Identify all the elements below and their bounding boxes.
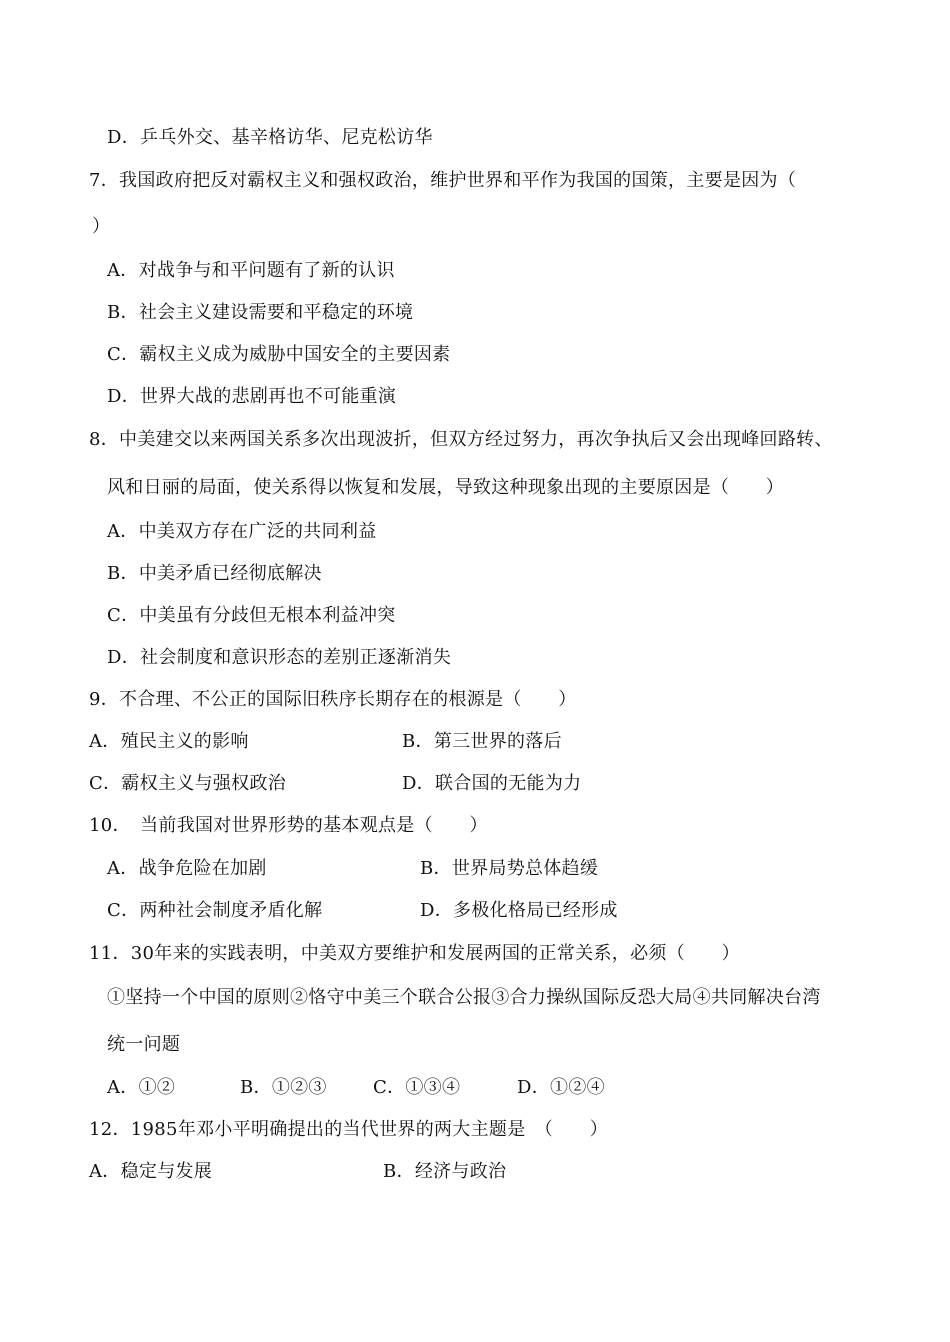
q6-option-d: D．乒乓外交、基辛格访华、尼克松访华 [107, 127, 433, 148]
q12-option-b: B．经济与政治 [383, 1161, 507, 1182]
q9-stem: 9．不合理、不公正的国际旧秩序长期存在的根源是（ ） [89, 689, 577, 710]
q8-option-a: A．中美双方存在广泛的共同利益 [107, 521, 377, 542]
q9-option-c: C．霸权主义与强权政治 [89, 773, 287, 794]
q11-option-a: A．①② [107, 1077, 176, 1098]
q9-option-b: B．第三世界的落后 [402, 731, 562, 752]
q11-stem: 11．30年来的实践表明，中美双方要维护和发展两国的正常关系，必须（ ） [89, 943, 740, 964]
q9-option-a: A．殖民主义的影响 [89, 731, 249, 752]
q7-stem-line-2: ） [92, 216, 111, 237]
q7-option-b: B．社会主义建设需要和平稳定的环境 [107, 302, 414, 323]
q10-stem: 10． 当前我国对世界形势的基本观点是（ ） [89, 815, 488, 836]
q7-option-d: D．世界大战的悲剧再也不可能重演 [107, 386, 397, 407]
q7-option-c: C．霸权主义成为威胁中国安全的主要因素 [107, 344, 451, 365]
q10-option-d: D．多极化格局已经形成 [420, 900, 618, 921]
q9-option-d: D．联合国的无能为力 [402, 773, 582, 794]
q8-stem-line-1: 8．中美建交以来两国关系多次出现波折，但双方经过努力，再次争执后又会出现峰回路转、 [89, 429, 833, 450]
q7-option-a: A．对战争与和平问题有了新的认识 [107, 260, 395, 281]
q8-option-b: B．中美矛盾已经彻底解决 [107, 563, 322, 584]
q12-option-a: A．稳定与发展 [89, 1161, 213, 1182]
q11-option-c: C．①③④ [373, 1077, 461, 1098]
q10-option-a: A．战争危险在加剧 [107, 858, 267, 879]
q11-option-d: D．①②④ [517, 1077, 605, 1098]
q12-stem: 12．1985年邓小平明确提出的当代世界的两大主题是 （ ） [89, 1119, 609, 1140]
q7-stem-line-1: 7．我国政府把反对霸权主义和强权政治，维护世界和平作为我国的国策，主要是因为（ [89, 170, 797, 191]
q10-option-b: B．世界局势总体趋缓 [420, 858, 599, 879]
q11-items-line-2: 统一问题 [107, 1034, 181, 1055]
q8-option-d: D．社会制度和意识形态的差别正逐渐消失 [107, 647, 452, 668]
q8-stem-line-2: 风和日丽的局面，使关系得以恢复和发展，导致这种现象出现的主要原因是（ ） [107, 477, 785, 498]
q11-items-line-1: ①坚持一个中国的原则②恪守中美三个联合公报③合力操纵国际反恐大局④共同解决台湾 [107, 987, 821, 1008]
q8-option-c: C．中美虽有分歧但无根本利益冲突 [107, 605, 396, 626]
q10-option-c: C．两种社会制度矛盾化解 [107, 900, 323, 921]
q11-option-b: B．①②③ [240, 1077, 327, 1098]
